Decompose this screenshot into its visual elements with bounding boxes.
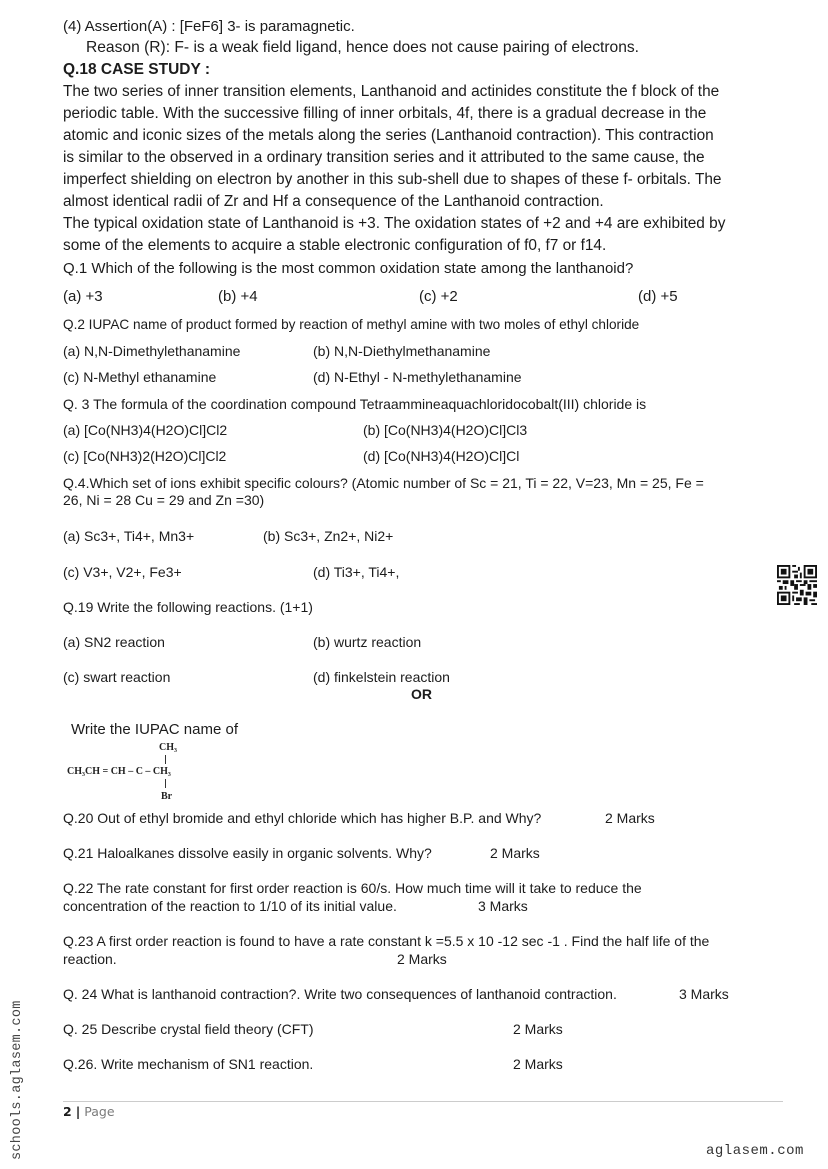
passage-line: The two series of inner transition elements, Lanthanoid and actinides constitute the f block of the [63,83,720,100]
q1-option-c: (c) +2 [419,288,458,305]
side-watermark: schools.aglasem.com [10,1000,25,1160]
q19-text: Q.19 Write the following reactions. (1+1) [63,599,313,615]
q3-option-a: (a) [Co(NH3)4(H2O)Cl]Cl2 [63,422,228,438]
q23-marks: 2 Marks [397,951,447,967]
q26-text: Q.26. Write mechanism of SN1 reaction. [63,1056,314,1072]
q25-text: Q. 25 Describe crystal field theory (CFT) [63,1021,314,1037]
q2-option-c: (c) N-Methyl ethanamine [63,369,217,385]
bottom-watermark: aglasem.com [706,1143,804,1159]
q22-text-line2: concentration of the reaction to 1/10 of its initial value. [63,898,397,914]
q18-q3-text: Q. 3 The formula of the coordination compound Tetraammineaquachloridocobalt(III) chloride is [63,396,647,412]
q25-marks: 2 Marks [513,1021,563,1037]
q18-q4-text-line2: 26, Ni = 28 Cu = 29 and Zn =30) [63,492,265,508]
q4-option-d: (d) Ti3+, Ti4+, [313,564,400,580]
q22-text-line1: Q.22 The rate constant for first order reaction is 60/s. How much time will it take to reduce the [63,880,642,896]
q2-option-a: (a) N,N-Dimethylethanamine [63,343,241,359]
reason-line: Reason (R): F- is a weak field ligand, hence does not cause pairing of electrons. [86,39,640,56]
q26-marks: 2 Marks [513,1056,563,1072]
q1-option-d: (d) +5 [638,288,678,305]
q3-option-b: (b) [Co(NH3)4(H2O)Cl]Cl3 [363,422,528,438]
q18-q1-text: Q.1 Which of the following is the most common oxidation state among the lanthanoid? [63,260,634,277]
q23-text-line1: Q.23 A first order reaction is found to have a rate constant k =5.5 x 10 -12 sec -1 . Find the half life of the [63,933,710,949]
assertion-line: (4) Assertion(A) : [FeF6] 3- is paramagnetic. [63,18,355,35]
q1-option-a: (a) +3 [63,288,103,305]
q3-option-c: (c) [Co(NH3)2(H2O)Cl]Cl2 [63,448,227,464]
q4-option-b: (b) Sc3+, Zn2+, Ni2+ [263,528,394,544]
q19-option-d: (d) finkelstein reaction [313,669,450,685]
q19-option-b: (b) wurtz reaction [313,634,422,650]
passage-line: periodic table. With the successive filling of inner orbitals, 4f, there is a gradual decrease in the [63,105,707,122]
page-label: Page [84,1104,115,1119]
q1-option-b: (b) +4 [218,288,258,305]
page-number: 2 [63,1104,72,1119]
passage-line: atomic and iconic sizes of the metals along the series (Lanthanoid contraction). This contraction [63,127,714,144]
q22-marks: 3 Marks [478,898,528,914]
q4-option-c: (c) V3+, V2+, Fe3+ [63,564,182,580]
q4-option-a: (a) Sc3+, Ti4+, Mn3+ [63,528,195,544]
structure-bottom-group: Br [161,791,173,802]
structure-bond-bottom [165,779,166,788]
q23-text-line2: reaction. [63,951,117,967]
qr-code-icon [777,565,817,605]
q18-q4-text-line1: Q.4.Which set of ions exhibit specific colours? (Atomic number of Sc = 21, Ti = 22, V=23, Mn = 25, Fe = [63,475,704,491]
q21-marks: 2 Marks [490,845,540,861]
q19-option-c: (c) swart reaction [63,669,171,685]
q24-text: Q. 24 What is lanthanoid contraction?. Write two consequences of lanthanoid contraction. [63,986,617,1002]
footer-divider [63,1101,783,1102]
or-label: OR [411,686,432,702]
q19-alt-text: Write the IUPAC name of [71,721,239,738]
structure-main-chain: CH₃CH = CH – C – CH₃ [67,766,171,777]
q18-q2-text: Q.2 IUPAC name of product formed by reaction of methyl amine with two moles of ethyl chloride [63,317,640,332]
q21-text: Q.21 Haloalkanes dissolve easily in organic solvents. Why? [63,845,432,861]
q2-option-d: (d) N-Ethyl - N-methylethanamine [313,369,522,385]
q19-option-a: (a) SN2 reaction [63,634,165,650]
q24-marks: 3 Marks [679,986,729,1002]
passage-line: is similar to the observed in a ordinary transition series and it attributed to the same cause, the [63,149,705,166]
q3-option-d: (d) [Co(NH3)4(H2O)Cl]Cl [363,448,520,464]
passage-line: imperfect shielding on electron by another in this sub-shell due to shapes of these f- orbitals. The [63,171,722,188]
passage-line: The typical oxidation state of Lanthanoid is +3. The oxidation states of +2 and +4 are exhibited by [63,215,726,232]
page-separator: | [75,1104,81,1119]
q18-passage [63,81,788,257]
q20-text: Q.20 Out of ethyl bromide and ethyl chloride which has higher B.P. and Why? [63,810,542,826]
structure-bond-top [165,755,166,764]
q20-marks: 2 Marks [605,810,655,826]
passage-line: some of the elements to acquire a stable electronic configuration of f0, f7 or f14. [63,237,607,254]
structure-top-group: CH₃ [159,742,177,753]
passage-line: almost identical radii of Zr and Hf a consequence of the Lanthanoid contraction. [63,193,604,210]
page-footer [63,1104,115,1119]
q2-option-b: (b) N,N-Diethylmethanamine [313,343,491,359]
q18-title: Q.18 CASE STUDY : [63,61,211,78]
